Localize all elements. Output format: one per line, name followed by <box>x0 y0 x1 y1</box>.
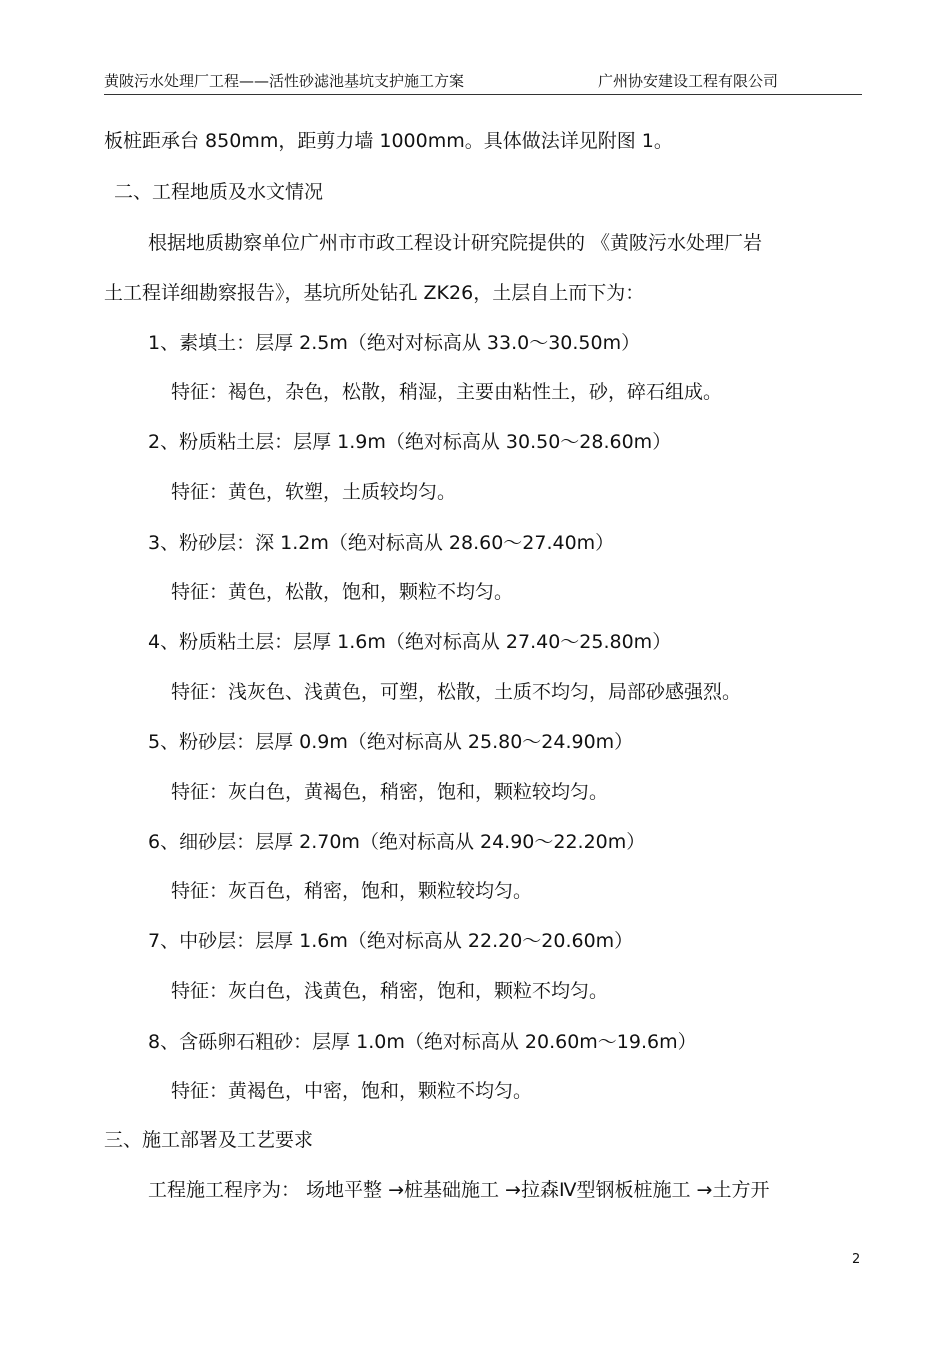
soil-layer-title: 5、粉砂层：层厚 0.9m（绝对标高从 25.80～24.90m） <box>148 731 634 753</box>
section-heading-construction: 三、施工部署及工艺要求 <box>104 1129 314 1151</box>
section-heading-geology: 二、工程地质及水文情况 <box>114 181 324 203</box>
soil-layer-feature: 特征：灰白色，黄褐色，稍密，饱和，颗粒较均匀。 <box>171 781 609 803</box>
soil-layer-feature: 特征：灰百色，稍密，饱和，颗粒较均匀。 <box>171 880 533 902</box>
paragraph-intro-line-2: 土工程详细勘察报告》，基坑所处钻孔 ZK26，土层自上而下为： <box>104 282 645 304</box>
soil-layer-feature: 特征：灰白色，浅黄色，稍密，饱和，颗粒不均匀。 <box>171 980 609 1002</box>
soil-layer-feature: 特征：黄褐色，中密，饱和，颗粒不均匀。 <box>171 1080 533 1102</box>
page-number: 2 <box>852 1252 861 1267</box>
running-header-company: 广州协安建设工程有限公司 <box>598 72 779 90</box>
soil-layer-feature: 特征：浅灰色、浅黄色，可塑，松散，土质不均匀，局部砂感强烈。 <box>171 681 742 703</box>
soil-layer-feature: 特征：黄色，软塑，土质较均匀。 <box>171 481 457 503</box>
soil-layer-title: 7、中砂层：层厚 1.6m（绝对标高从 22.20～20.60m） <box>148 930 634 952</box>
soil-layer-title: 8、含砾卵石粗砂：层厚 1.0m（绝对标高从 20.60m～19.6m） <box>148 1031 697 1053</box>
soil-layer-title: 6、细砂层：层厚 2.70m（绝对标高从 24.90～22.20m） <box>148 831 646 853</box>
soil-layer-title: 2、粉质粘土层：层厚 1.9m（绝对标高从 30.50～28.60m） <box>148 431 672 453</box>
paragraph-intro-line-1: 根据地质勘察单位广州市市政工程设计研究院提供的 《黄陂污水处理厂岩 <box>148 232 763 254</box>
soil-layer-feature: 特征：褐色，杂色，松散，稍湿，主要由粘性土，砂，碎石组成。 <box>171 381 723 403</box>
header-divider <box>104 94 862 95</box>
running-header-title: 黄陂污水处理厂工程——活性砂滤池基坑支护施工方案 <box>104 72 465 90</box>
paragraph-construction-sequence: 工程施工程序为： 场地平整 →桩基础施工 →拉森Ⅳ型钢板桩施工 →土方开 <box>148 1179 770 1201</box>
soil-layer-title: 4、粉质粘土层：层厚 1.6m（绝对标高从 27.40～25.80m） <box>148 631 672 653</box>
soil-layer-feature: 特征：黄色，松散，饱和，颗粒不均匀。 <box>171 581 514 603</box>
soil-layer-title: 3、粉砂层：深 1.2m（绝对标高从 28.60～27.40m） <box>148 532 615 554</box>
paragraph-continuation: 板桩距承台 850mm，距剪力墙 1000mm。具体做法详见附图 1。 <box>104 130 673 152</box>
soil-layer-title: 1、素填土：层厚 2.5m（绝对对标高从 33.0～30.50m） <box>148 332 641 354</box>
